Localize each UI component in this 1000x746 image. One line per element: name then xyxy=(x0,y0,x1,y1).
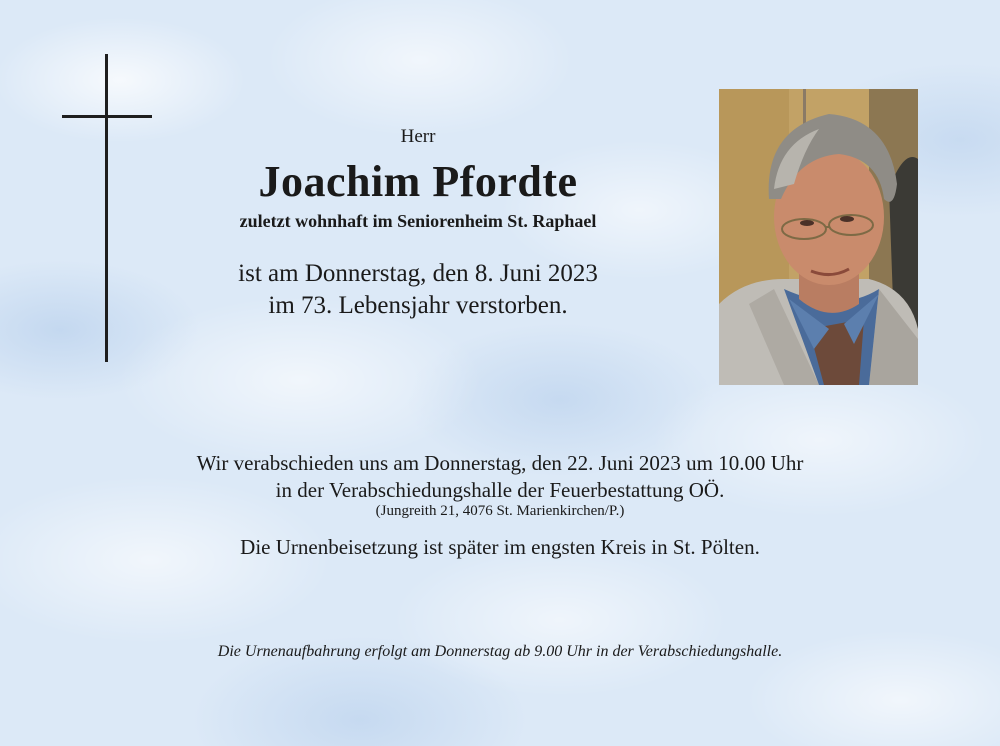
title-prefix: Herr xyxy=(400,126,436,147)
urn-burial-line: Die Urnenbeisetzung ist später im engsten Kreis in St. Pölten. xyxy=(240,535,760,559)
deceased-name: Joachim Pfordte xyxy=(258,157,578,206)
urn-viewing-line: Die Urnenaufbahrung erfolgt am Donnerstag ab 9.00 Uhr in der Verabschiedungshalle. xyxy=(217,643,783,660)
age-line: im 73. Lebensjahr verstorben. xyxy=(268,292,568,319)
residence-line: zuletzt wohnhaft im Seniorenheim St. Raphael xyxy=(239,211,597,231)
portrait-photo xyxy=(719,89,918,385)
address-line: (Jungreith 21, 4076 St. Marienkirchen/P.) xyxy=(375,503,625,519)
cross-icon-horizontal xyxy=(62,115,152,118)
farewell-location-line: in der Verabschiedungshalle der Feuerbestattung OÖ. xyxy=(275,478,725,502)
cross-icon-vertical xyxy=(105,54,108,362)
death-date-line: ist am Donnerstag, den 8. Juni 2023 xyxy=(238,260,598,287)
farewell-date-line: Wir verabschieden uns am Donnerstag, den 22. Juni 2023 um 10.00 Uhr xyxy=(196,451,804,475)
